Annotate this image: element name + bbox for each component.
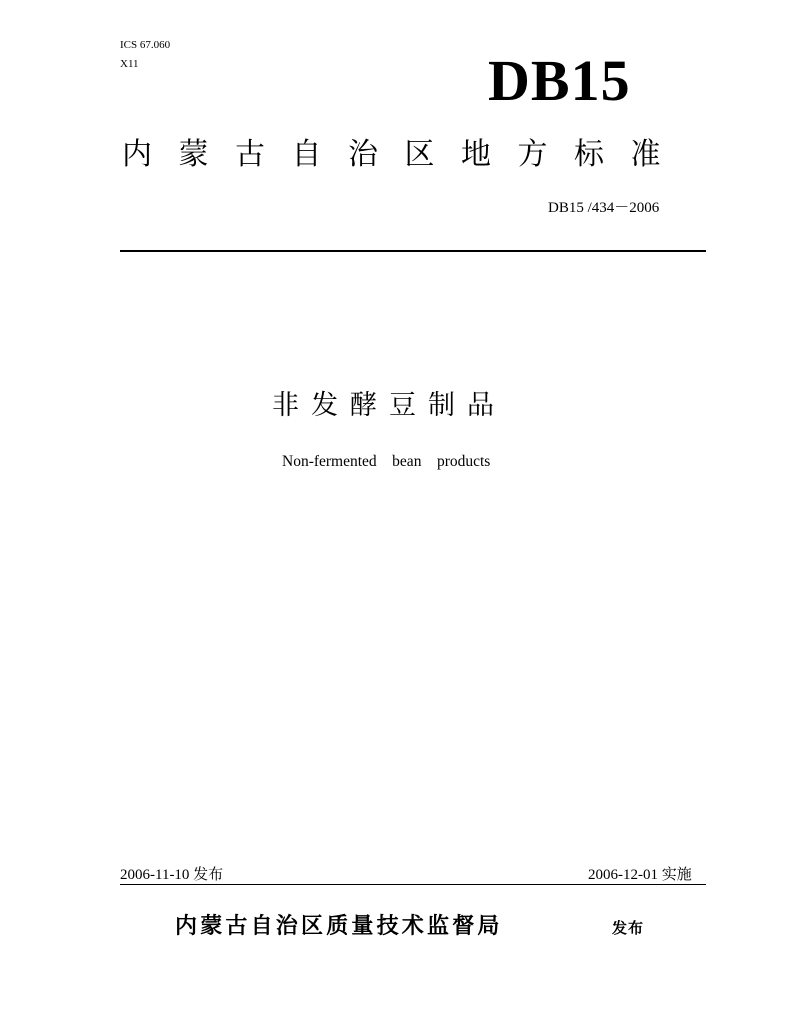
- standard-logo: DB15: [488, 48, 631, 113]
- standard-number: DB15 /434－2006: [548, 200, 660, 216]
- document-title-chinese: 非发酵豆制品: [272, 390, 506, 421]
- ics-code: ICS 67.060: [120, 39, 171, 51]
- standard-type-heading: 内蒙古自治区地方标准: [122, 137, 687, 172]
- publisher-name: 内蒙古自治区质量技术监督局: [175, 914, 503, 939]
- top-divider: [120, 250, 706, 252]
- implementation-date: 2006-12-01 实施: [588, 867, 692, 883]
- issue-date: 2006-11-10 发布: [120, 867, 224, 883]
- publish-label: 发布: [612, 919, 645, 937]
- bottom-divider: [120, 884, 706, 885]
- document-title-english: Non-fermented bean products: [282, 453, 491, 470]
- classification-code: X11: [120, 58, 139, 70]
